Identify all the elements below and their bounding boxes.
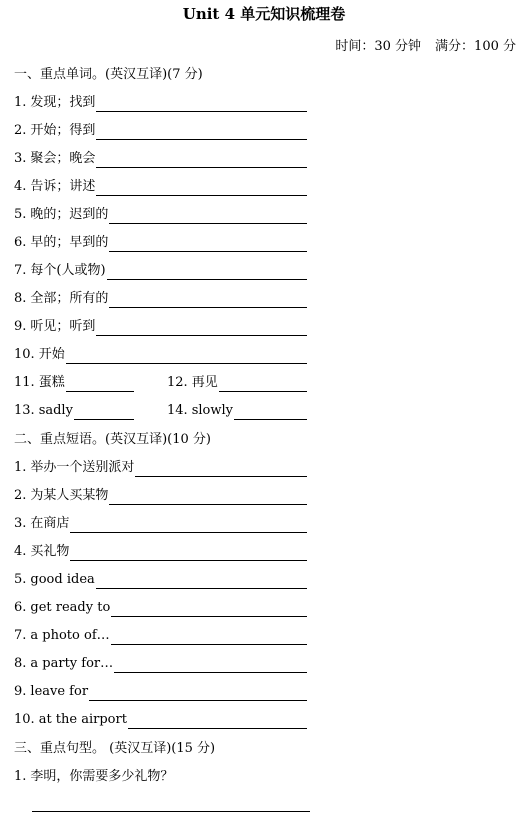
answer-blank[interactable] bbox=[109, 490, 307, 505]
item-prompt: 开始 bbox=[38, 347, 65, 362]
item-number: 3. bbox=[14, 516, 27, 531]
answer-blank[interactable] bbox=[114, 658, 307, 673]
answer-blank[interactable] bbox=[74, 405, 134, 420]
list-item bbox=[14, 234, 307, 252]
list-item bbox=[14, 150, 307, 168]
answer-blank[interactable] bbox=[66, 349, 307, 364]
answer-blank[interactable] bbox=[128, 714, 307, 729]
item-number: 7. bbox=[14, 628, 27, 643]
item-prompt: slowly bbox=[191, 403, 233, 418]
section3-heading: 三、重点句型。 (英汉互译)(15 分) bbox=[14, 741, 216, 756]
item-prompt: a photo of… bbox=[30, 628, 110, 643]
item-prompt: 开始；得到 bbox=[30, 123, 96, 138]
item-prompt: 发现；找到 bbox=[30, 95, 96, 110]
list-item bbox=[14, 402, 134, 420]
item-prompt: 举办一个送别派对 bbox=[30, 460, 135, 475]
item-prompt: a party for… bbox=[30, 656, 114, 671]
item-number: 2. bbox=[14, 123, 27, 138]
list-item bbox=[14, 318, 307, 336]
list-item bbox=[14, 178, 307, 196]
list-item bbox=[14, 459, 307, 477]
answer-blank[interactable] bbox=[66, 377, 134, 392]
item-number: 7. bbox=[14, 263, 27, 278]
item-prompt: 再见 bbox=[191, 375, 218, 390]
list-item bbox=[14, 515, 307, 533]
item-prompt: 早的；早到的 bbox=[30, 235, 109, 250]
list-item bbox=[14, 543, 307, 561]
list-item bbox=[14, 711, 307, 729]
item-prompt: at the airport bbox=[38, 712, 127, 727]
answer-line[interactable] bbox=[32, 810, 310, 812]
answer-blank[interactable] bbox=[70, 546, 307, 561]
list-item bbox=[14, 599, 307, 617]
list-item bbox=[14, 571, 307, 589]
section2-heading: 二、重点短语。(英汉互译)(10 分) bbox=[14, 432, 211, 447]
exam-meta bbox=[335, 38, 516, 56]
answer-blank[interactable] bbox=[96, 181, 307, 196]
item-prompt: 每个(人或物) bbox=[30, 263, 106, 278]
item-number: 9. bbox=[14, 684, 27, 699]
item-prompt: 蛋糕 bbox=[38, 375, 65, 390]
item-prompt: get ready to bbox=[30, 600, 111, 615]
list-item bbox=[14, 627, 307, 645]
list-item bbox=[14, 655, 307, 673]
item-number: 2. bbox=[14, 488, 27, 503]
item-prompt: 晚的；迟到的 bbox=[30, 207, 109, 222]
time-limit: 时间：30 分钟 bbox=[335, 39, 422, 54]
item-prompt: 买礼物 bbox=[30, 544, 70, 559]
list-item bbox=[14, 206, 307, 224]
item-number: 13. bbox=[14, 403, 35, 418]
item-number: 8. bbox=[14, 291, 27, 306]
answer-blank[interactable] bbox=[109, 237, 307, 252]
total-score: 满分：100 分 bbox=[435, 39, 516, 54]
answer-blank[interactable] bbox=[234, 405, 307, 420]
item-number: 12. bbox=[167, 375, 188, 390]
answer-blank[interactable] bbox=[111, 602, 307, 617]
answer-blank[interactable] bbox=[96, 97, 307, 112]
section1-heading: 一、重点单词。(英汉互译)(7 分) bbox=[14, 67, 203, 82]
answer-blank[interactable] bbox=[111, 630, 307, 645]
list-item bbox=[14, 346, 307, 364]
item-number: 6. bbox=[14, 600, 27, 615]
answer-blank[interactable] bbox=[70, 518, 307, 533]
list-item bbox=[14, 487, 307, 505]
item-prompt: 聚会；晚会 bbox=[30, 151, 96, 166]
item-prompt: 听见；听到 bbox=[30, 319, 96, 334]
item-prompt: good idea bbox=[30, 572, 95, 587]
item-number: 10. bbox=[14, 347, 35, 362]
list-item bbox=[14, 122, 307, 140]
item-prompt: 为某人买某物 bbox=[30, 488, 109, 503]
list-item bbox=[167, 402, 307, 420]
item-number: 4. bbox=[14, 544, 27, 559]
item-number: 5. bbox=[14, 207, 27, 222]
item-number: 5. bbox=[14, 572, 27, 587]
item-number: 6. bbox=[14, 235, 27, 250]
answer-blank[interactable] bbox=[219, 377, 307, 392]
item-number: 10. bbox=[14, 712, 35, 727]
page-title: Unit 4 单元知识梳理卷 bbox=[182, 5, 346, 23]
answer-blank[interactable] bbox=[135, 462, 307, 477]
answer-blank[interactable] bbox=[109, 209, 307, 224]
item-prompt: 李明，你需要多少礼物？ bbox=[30, 769, 174, 784]
item-number: 14. bbox=[167, 403, 188, 418]
list-item bbox=[14, 683, 307, 701]
answer-blank[interactable] bbox=[109, 293, 307, 308]
answer-blank[interactable] bbox=[96, 125, 307, 140]
item-number: 1. bbox=[14, 460, 27, 475]
item-prompt: 在商店 bbox=[30, 516, 70, 531]
item-number: 9. bbox=[14, 319, 27, 334]
item-prompt: sadly bbox=[38, 403, 73, 418]
item-prompt: leave for bbox=[30, 684, 89, 699]
list-item bbox=[14, 290, 307, 308]
list-item bbox=[167, 374, 307, 392]
list-item bbox=[14, 262, 307, 280]
item-number: 1. bbox=[14, 95, 27, 110]
answer-blank[interactable] bbox=[96, 153, 307, 168]
answer-blank[interactable] bbox=[96, 574, 307, 589]
item-number: 1. bbox=[14, 769, 27, 784]
item-number: 11. bbox=[14, 375, 35, 390]
item-prompt: 告诉；讲述 bbox=[30, 179, 96, 194]
answer-blank[interactable] bbox=[89, 686, 307, 701]
item-number: 3. bbox=[14, 151, 27, 166]
list-item bbox=[14, 94, 307, 112]
item-number: 8. bbox=[14, 656, 27, 671]
answer-blank[interactable] bbox=[107, 265, 307, 280]
item-number: 4. bbox=[14, 179, 27, 194]
list-item bbox=[14, 768, 173, 786]
list-item bbox=[14, 374, 134, 392]
item-prompt: 全部；所有的 bbox=[30, 291, 109, 306]
answer-blank[interactable] bbox=[96, 321, 307, 336]
